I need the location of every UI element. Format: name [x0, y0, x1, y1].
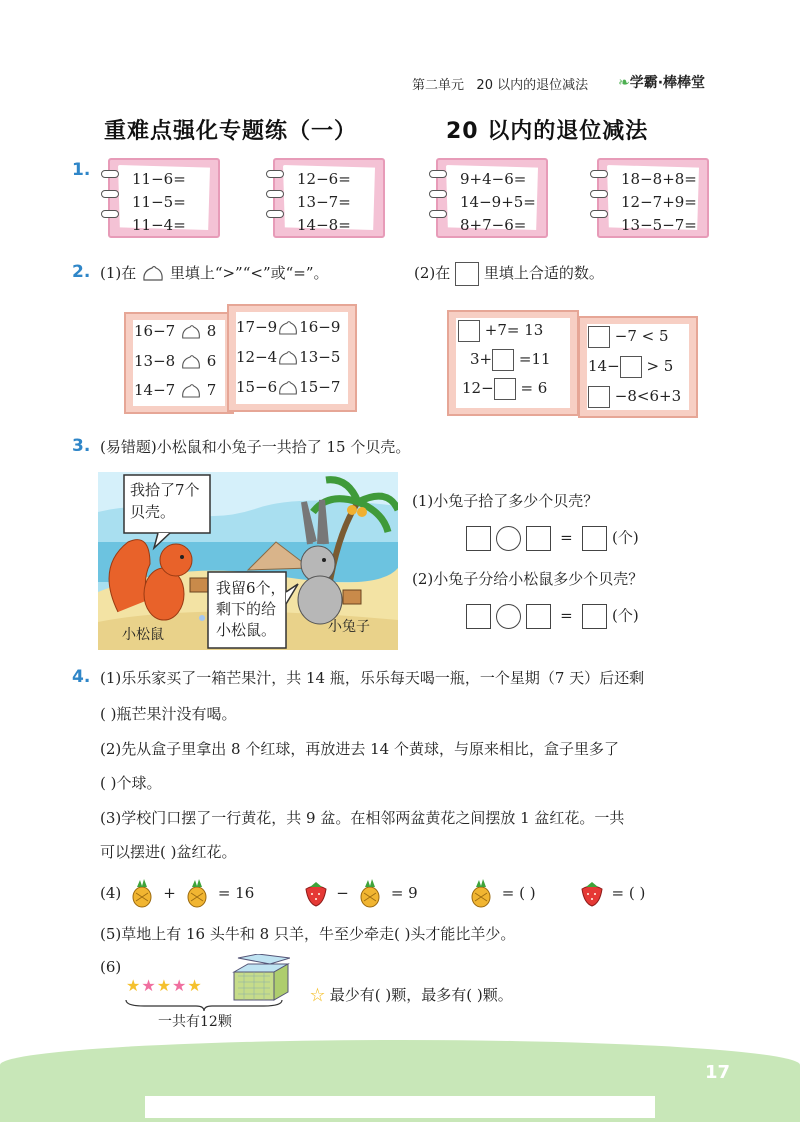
- peach-icon[interactable]: [180, 382, 202, 401]
- compare-row: 15−6 15−7: [236, 378, 341, 396]
- compare-row: 16−7 8: [134, 322, 217, 340]
- equation-card: [273, 158, 385, 238]
- equation-line: 18−8+8=: [621, 170, 697, 188]
- answer-box[interactable]: [582, 604, 607, 629]
- q4-p1-line2: ( )瓶芒果汁没有喝。: [100, 705, 237, 723]
- answer-box[interactable]: [466, 604, 491, 629]
- question-number-1: 1.: [72, 160, 91, 180]
- spiral-ring-icon: [101, 210, 119, 218]
- pineapple-icon: [127, 878, 157, 908]
- peach-icon[interactable]: [277, 379, 299, 398]
- q4-p2-line1: (2)先从盒子里拿出 8 个红球，再放进去 14 个黄球，与原来相比，盒子里多了: [100, 740, 619, 758]
- question-number-4: 4.: [72, 667, 91, 687]
- q2-part2-instruction: (2)在 里填上合适的数。: [414, 262, 604, 286]
- equation-line: 14−9+5=: [460, 193, 536, 211]
- answer-box[interactable]: [588, 326, 610, 348]
- star-icon: ★: [172, 976, 188, 995]
- equation-card: [436, 158, 548, 238]
- q3-sub1: (1)小兔子拾了多少个贝壳？: [412, 492, 599, 510]
- fill-row: 12− = 6: [462, 378, 547, 400]
- equation-line: 13−7=: [297, 193, 351, 211]
- fill-row: +7= 13: [458, 320, 543, 342]
- pineapple-icon: [182, 878, 212, 908]
- equation-line: 13−5−7=: [621, 216, 697, 234]
- leaf-icon: ❧: [618, 75, 630, 91]
- answer-box[interactable]: [494, 378, 516, 400]
- unit-label: 第二单元 20 以内的退位减法: [412, 78, 589, 93]
- equation-line: 12−6=: [297, 170, 351, 188]
- fill-row: −8<6+3: [588, 386, 681, 408]
- equation-line: 8+7−6=: [460, 216, 527, 234]
- q4-p6-text: ☆ 最少有( )颗，最多有( )颗。: [310, 986, 513, 1004]
- answer-box-icon: [455, 262, 479, 286]
- peach-icon[interactable]: [277, 349, 299, 368]
- fill-row: 14− > 5: [588, 356, 673, 378]
- strawberry-icon: [302, 879, 330, 907]
- compare-row: 14−7 7: [134, 381, 217, 399]
- star-icon: ★: [141, 976, 157, 995]
- q4-p2-line2: ( )个球。: [100, 774, 162, 792]
- fill-row: −7 < 5: [588, 326, 669, 348]
- answer-box[interactable]: [620, 356, 642, 378]
- answer-box[interactable]: [458, 320, 480, 342]
- equation-card: [108, 158, 220, 238]
- equation-line: 9+4−6=: [460, 170, 527, 188]
- equation-line: 14−8=: [297, 216, 351, 234]
- equation-line: 12−7+9=: [621, 193, 697, 211]
- spiral-ring-icon: [429, 210, 447, 218]
- spiral-ring-icon: [101, 190, 119, 198]
- q3-answer-row-1: = (个): [466, 526, 639, 551]
- star-total-label: 一共有12颗: [158, 1014, 232, 1030]
- peach-icon[interactable]: [180, 323, 202, 342]
- rabbit-label: 小兔子: [328, 619, 370, 635]
- star-icon: ★: [187, 976, 203, 995]
- strawberry-icon: [578, 879, 606, 907]
- q3-sub2: (2)小兔子分给小松鼠多少个贝壳？: [412, 570, 644, 588]
- equation-line: 11−5=: [132, 193, 186, 211]
- fill-row: 3+ =11: [470, 349, 551, 371]
- compare-row: 12−4 13−5: [236, 348, 341, 366]
- q4-p3-line1: (3)学校门口摆了一行黄花，共 9 盆。在相邻两盆黄花之间摆放 1 盆红花。一共: [100, 809, 625, 827]
- spiral-ring-icon: [429, 190, 447, 198]
- q4-p4-row: (4) + = 16 − = 9 = ( ) = ( ): [100, 878, 645, 908]
- star-icon: ★: [156, 976, 173, 995]
- pineapple-icon: [466, 878, 496, 908]
- answer-box[interactable]: [526, 604, 551, 629]
- q3-answer-row-2: = (个): [466, 604, 639, 629]
- squirrel-label: 小松鼠: [122, 627, 164, 643]
- equation-line: 11−6=: [132, 170, 186, 188]
- spiral-ring-icon: [429, 170, 447, 178]
- gift-box-icon: [230, 954, 290, 1002]
- star-row: [126, 976, 203, 995]
- spiral-ring-icon: [590, 210, 608, 218]
- spiral-ring-icon: [266, 190, 284, 198]
- compare-row: 17−9 16−9: [236, 318, 341, 336]
- operator-circle[interactable]: [496, 526, 521, 551]
- squirrel-speech-bubble: 我拾了7个 贝壳。: [130, 481, 200, 521]
- q2-part1-instruction: (1)在 里填上“>”“<”或“=”。: [100, 264, 329, 282]
- q3-text: (易错题)小松鼠和小兔子一共拾了 15 个贝壳。: [100, 438, 411, 456]
- spiral-ring-icon: [590, 190, 608, 198]
- star-icon: ★: [126, 976, 142, 995]
- equation-line: 11−4=: [132, 216, 186, 234]
- brand-logo: ❧学霸·棒棒堂: [618, 75, 706, 91]
- answer-box[interactable]: [466, 526, 491, 551]
- star-icon: ☆: [310, 986, 326, 1004]
- spiral-ring-icon: [266, 210, 284, 218]
- page-title: 重难点强化专题练（一）: [104, 119, 358, 144]
- q4-p6-label: (6): [100, 958, 122, 976]
- peach-icon: [141, 264, 165, 284]
- compare-row: 13−8 6: [134, 352, 217, 370]
- operator-circle[interactable]: [496, 604, 521, 629]
- rabbit-speech-bubble: 我留6个， 剩下的给 小松鼠。: [216, 579, 286, 639]
- answer-box[interactable]: [526, 526, 551, 551]
- page-subtitle: 20 以内的退位减法: [446, 119, 649, 144]
- answer-box[interactable]: [492, 349, 514, 371]
- peach-icon[interactable]: [277, 319, 299, 338]
- spiral-ring-icon: [266, 170, 284, 178]
- spiral-ring-icon: [590, 170, 608, 178]
- question-number-3: 3.: [72, 436, 91, 456]
- answer-box[interactable]: [588, 386, 610, 408]
- question-number-2: 2.: [72, 262, 91, 282]
- answer-box[interactable]: [582, 526, 607, 551]
- peach-icon[interactable]: [180, 353, 202, 372]
- brace-icon: [124, 998, 284, 1012]
- q4-p3-line2: 可以摆进( )盆红花。: [100, 843, 237, 861]
- spiral-ring-icon: [101, 170, 119, 178]
- pineapple-icon: [355, 878, 385, 908]
- q4-p5: (5)草地上有 16 头牛和 8 只羊，牛至少牵走( )头才能比羊少。: [100, 925, 516, 943]
- page-number: 17: [705, 1062, 731, 1083]
- footer-strip: [145, 1096, 655, 1118]
- q4-p1-line1: (1)乐乐家买了一箱芒果汁，共 14 瓶，乐乐每天喝一瓶，一个星期（7 天）后还剩: [100, 669, 645, 687]
- equation-card: [597, 158, 709, 238]
